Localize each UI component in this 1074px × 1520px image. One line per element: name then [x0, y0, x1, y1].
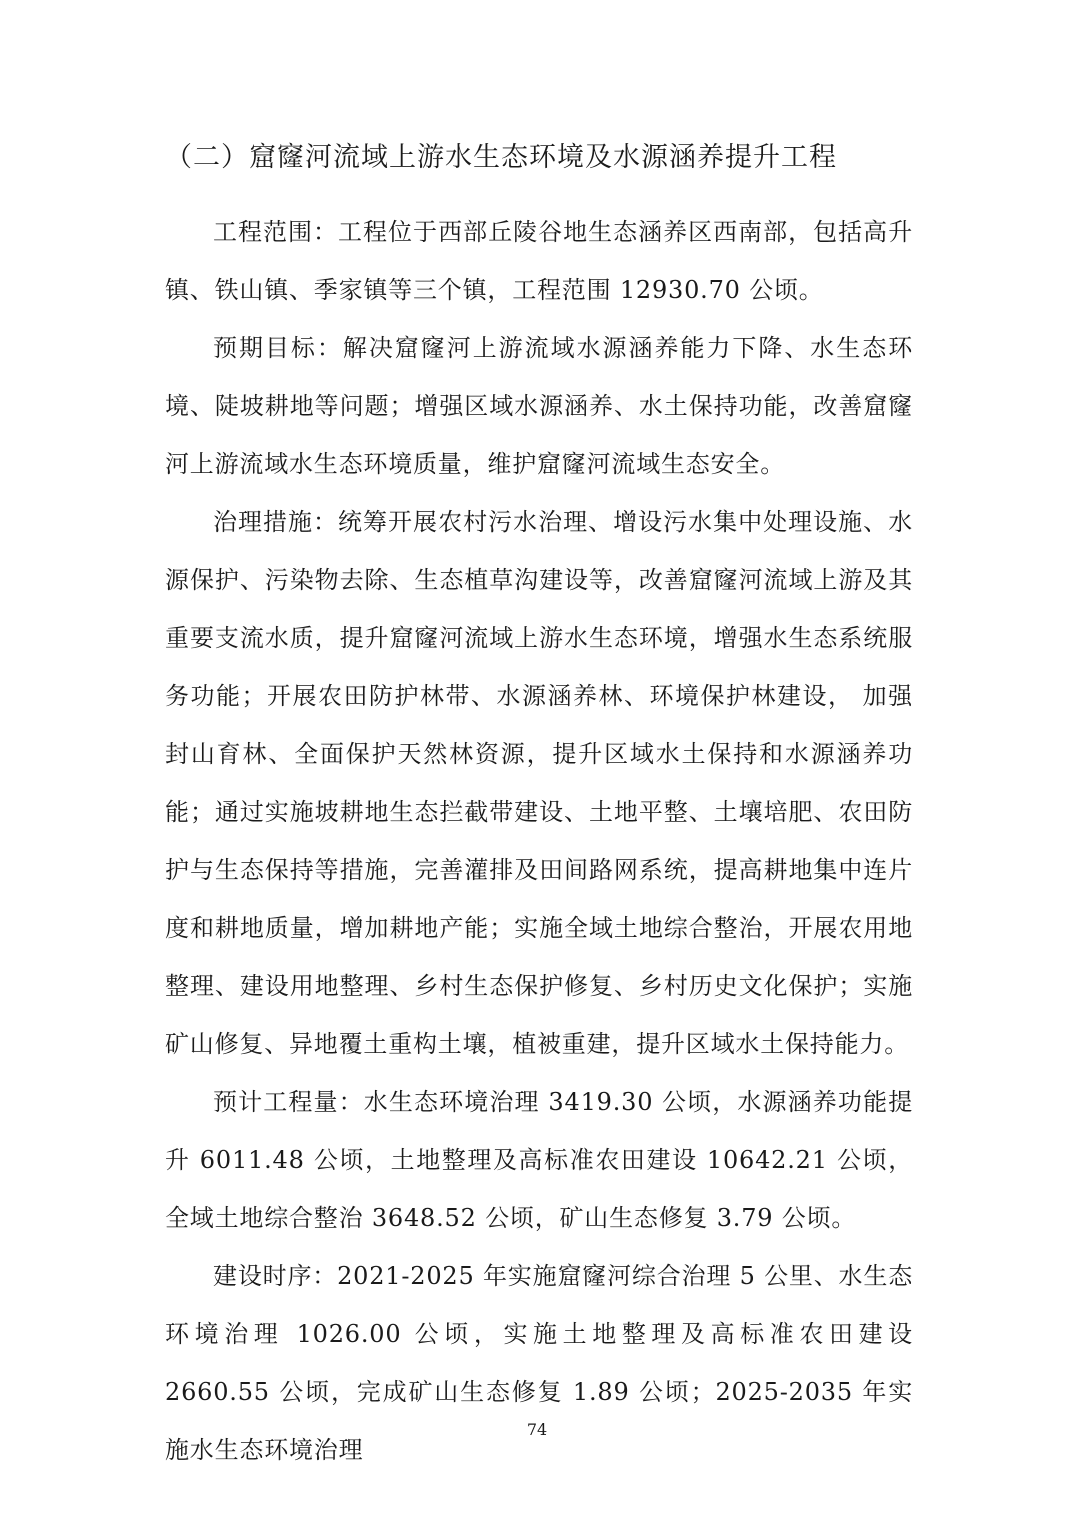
- section-heading: （二）窟窿河流域上游水生态环境及水源涵养提升工程: [165, 142, 837, 173]
- paragraph-construction-schedule: 建设时序：2021-2025 年实施窟窿河综合治理 5 公里、水生态环境治理 1026.00 公顷，实施土地整理及高标准农田建设 2660.55 公顷，完成矿山生态修复 1.89 公顷；2025-2035 年实施水生态环境治理: [165, 1262, 913, 1464]
- page-number: 74: [526, 1420, 548, 1439]
- body-text: [165, 203, 913, 1479]
- paragraph-estimated-quantities: 预计工程量：水生态环境治理 3419.30 公顷，水源涵养功能提升 6011.48 公顷，土地整理及高标准农田建设 10642.21 公顷，全域土地综合整治 3648.52 公顷，矿山生态修复 3.79 公顷。: [165, 1088, 913, 1232]
- paragraph-project-scope: 工程范围：工程位于西部丘陵谷地生态涵养区西南部，包括高升镇、铁山镇、季家镇等三个镇，工程范围 12930.70 公顷。: [165, 218, 913, 304]
- paragraph-governance-measures: 治理措施：统筹开展农村污水治理、增设污水集中处理设施、水源保护、污染物去除、生态植草沟建设等，改善窟窿河流域上游及其重要支流水质，提升窟窿河流域上游水生态环境，增强水生态系统服务功能；开展农田防护林带、水源涵养林、环境保护林建设， 加强封山育林、全面保护天然林资源，提升区域水土保持和水源涵养功能；通过实施坡耕地生态拦截带建设、土地平整、土壤培肥、农田防护与生态保持等措施，完善灌排及田间路网系统，提高耕地集中连片度和耕地质量，增加耕地产能；实施全域土地综合整治，开展农用地整理、建设用地整理、乡村生态保护修复、乡村历史文化保护；实施矿山修复、异地覆土重构土壤，植被重建，提升区域水土保持能力。: [165, 508, 913, 1058]
- paragraph-expected-goals: 预期目标：解决窟窿河上游流域水源涵养能力下降、水生态环境、陡坡耕地等问题；增强区域水源涵养、水土保持功能，改善窟窿河上游流域水生态环境质量，维护窟窿河流域生态安全。: [165, 334, 913, 478]
